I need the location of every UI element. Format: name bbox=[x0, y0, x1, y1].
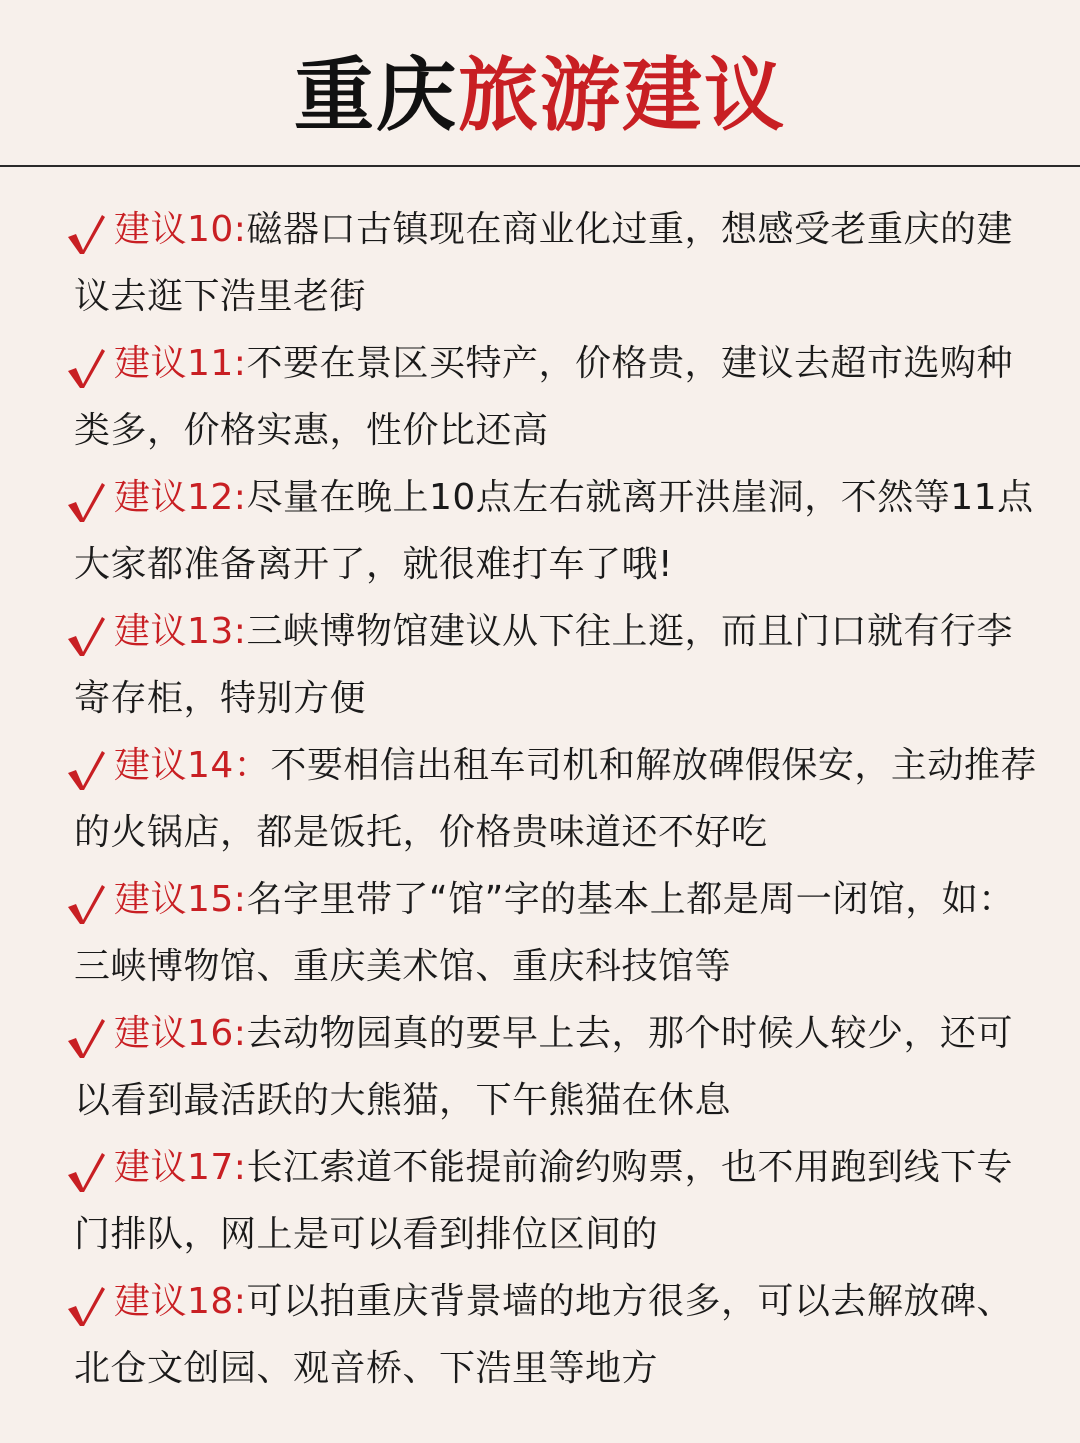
tip-text: 磁器口古镇现在商业化过重，想感受老重庆的建议去逛下浩里老街 bbox=[74, 209, 1013, 317]
tip-item bbox=[0, 866, 1080, 1000]
tip-label: 建议17: bbox=[114, 1147, 247, 1188]
tip-label: 建议15: bbox=[114, 879, 247, 920]
tip-text: 名字里带了“馆”字的基本上都是周一闭馆，如：三峡博物馆、重庆美术馆、重庆科技馆等 bbox=[74, 879, 1015, 987]
tip-label: 建议16: bbox=[114, 1013, 247, 1054]
tip-item bbox=[0, 732, 1080, 866]
tip-label: 建议11: bbox=[114, 343, 247, 384]
header bbox=[0, 0, 1080, 166]
tip-item bbox=[0, 464, 1080, 598]
tip-item bbox=[0, 1000, 1080, 1134]
tip-text: 尽量在晚上10点左右就离开洪崖洞，不然等11点大家都准备离开了，就很难打车了哦! bbox=[74, 477, 1034, 585]
tip-item bbox=[0, 598, 1080, 732]
tip-label: 建议12: bbox=[114, 477, 247, 518]
tip-label: 建议13: bbox=[114, 611, 247, 652]
tip-text: 不要相信出租车司机和解放碑假保安，主动推荐的火锅店，都是饭托，价格贵味道还不好吃 bbox=[74, 745, 1037, 853]
page-title bbox=[0, 46, 1080, 146]
tips-list bbox=[0, 196, 1080, 1402]
tip-item bbox=[0, 330, 1080, 464]
tip-item bbox=[0, 196, 1080, 330]
tip-item bbox=[0, 1268, 1080, 1402]
tip-text: 可以拍重庆背景墙的地方很多，可以去解放碑、北仓文创园、观音桥、下浩里等地方 bbox=[74, 1281, 1013, 1389]
tip-text: 去动物园真的要早上去，那个时候人较少，还可以看到最活跃的大熊猫，下午熊猫在休息 bbox=[74, 1013, 1013, 1121]
title-part-dark: 重庆 bbox=[294, 49, 458, 142]
tip-label: 建议10: bbox=[114, 209, 247, 250]
tip-text: 长江索道不能提前渝约购票，也不用跑到线下专门排队，网上是可以看到排位区间的 bbox=[74, 1147, 1013, 1255]
tip-text: 不要在景区买特产，价格贵，建议去超市选购种类多，价格实惠，性价比还高 bbox=[74, 343, 1013, 451]
tip-item bbox=[0, 1134, 1080, 1268]
tip-label: 建议18: bbox=[114, 1281, 247, 1322]
tip-text: 三峡博物馆建议从下往上逛，而且门口就有行李寄存柜，特别方便 bbox=[74, 611, 1013, 719]
title-divider bbox=[0, 165, 1080, 167]
tip-label: 建议14： bbox=[114, 745, 271, 786]
title-part-red: 旅游建议 bbox=[458, 49, 786, 142]
